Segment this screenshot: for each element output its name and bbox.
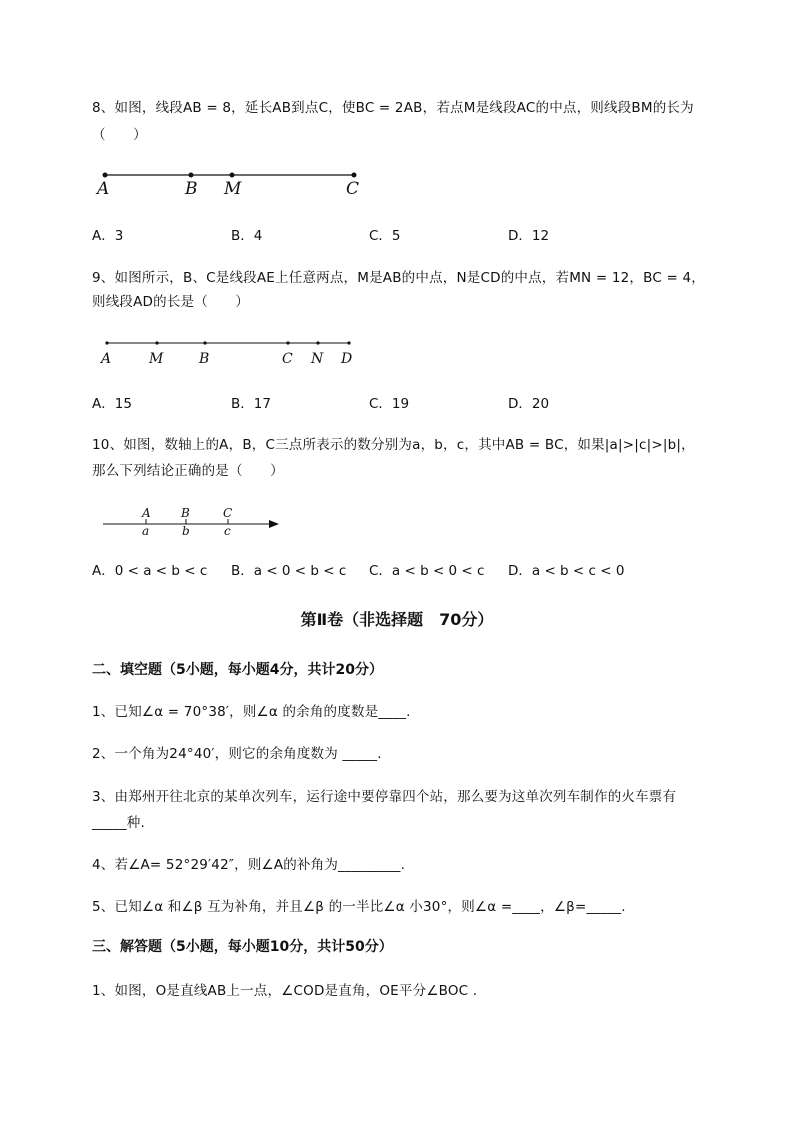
- fill-question-4: 4、若∠A= 52°29′42″，则∠A的补角为_________.: [92, 857, 406, 873]
- solve-question-1: 1、如图，O是直线AB上一点，∠COD是直角，OE平分∠BOC .: [92, 983, 478, 999]
- question-10-text-2: 那么下列结论正确的是（ ）: [92, 463, 284, 479]
- fill-question-2: 2、一个角为24°40′，则它的余角度数为 _____.: [92, 746, 382, 762]
- label-a: A: [142, 506, 151, 520]
- label-b-value: b: [182, 524, 190, 538]
- q10-option-b[interactable]: B．a < 0 < b < c: [231, 563, 347, 579]
- label-b: B: [185, 179, 198, 199]
- label-n: N: [311, 351, 324, 367]
- part-2-title: 第Ⅱ卷（非选择题 70分）: [300, 610, 494, 629]
- q9-option-d[interactable]: D．20: [508, 396, 550, 412]
- label-a-value: a: [142, 524, 150, 538]
- label-c: C: [223, 506, 233, 520]
- q10-option-d[interactable]: D．a < b < c < 0: [508, 563, 625, 579]
- q10-option-a[interactable]: A．0 < a < b < c: [92, 563, 208, 579]
- label-m: M: [224, 179, 242, 199]
- label-a: A: [101, 351, 112, 367]
- label-c-value: c: [224, 524, 231, 538]
- question-8-text: 8、如图，线段AB = 8，延长AB到点C，使BC = 2AB，若点M是线段AC的中点，则线段BM的长为: [92, 100, 694, 116]
- label-c: C: [282, 351, 293, 367]
- label-c: C: [346, 179, 360, 199]
- q8-option-c[interactable]: C．5: [369, 228, 401, 244]
- solve-heading: 三、解答题（5小题，每小题10分，共计50分）: [92, 939, 393, 955]
- q9-option-c[interactable]: C．19: [369, 396, 410, 412]
- q8-option-b[interactable]: B．4: [231, 228, 263, 244]
- label-b: B: [181, 506, 190, 520]
- q9-option-a[interactable]: A．15: [92, 396, 132, 412]
- label-d: D: [341, 351, 353, 367]
- fill-in-heading: 二、填空题（5小题，每小题4分，共计20分）: [92, 662, 383, 678]
- q8-option-a[interactable]: A．3: [92, 228, 124, 244]
- fill-question-3-blank: _____种.: [92, 815, 145, 831]
- fill-question-1: 1、已知∠α = 70°38′，则∠α 的余角的度数是____.: [92, 704, 411, 720]
- fill-question-5: 5、已知∠α 和∠β 互为补角，并且∠β 的一半比∠α 小30°，则∠α =____，∠β=_____.: [92, 899, 626, 915]
- q8-option-d[interactable]: D．12: [508, 228, 550, 244]
- fill-question-3: 3、由郑州开往北京的某单次列车，运行途中要停靠四个站，那么要为这单次列车制作的火车票有: [92, 789, 677, 805]
- question-9-text: 9、如图所示，B、C是线段AE上任意两点，M是AB的中点，N是CD的中点，若MN = 12，BC = 4，: [92, 270, 705, 286]
- label-b: B: [199, 351, 210, 367]
- arrow-right-icon: [269, 520, 279, 528]
- question-9-text-2: 则线段AD的长是（ ）: [92, 294, 250, 310]
- label-m: M: [149, 351, 164, 367]
- label-a: A: [97, 179, 110, 199]
- question-10-text: 10、如图，数轴上的A，B，C三点所表示的数分别为a，b，c，其中AB = BC，如果|a|>|c|>|b|，: [92, 437, 695, 453]
- question-8-answer-blank: （ ）: [92, 127, 147, 143]
- q9-option-b[interactable]: B．17: [231, 396, 271, 412]
- q10-option-c[interactable]: C．a < b < 0 < c: [369, 563, 485, 579]
